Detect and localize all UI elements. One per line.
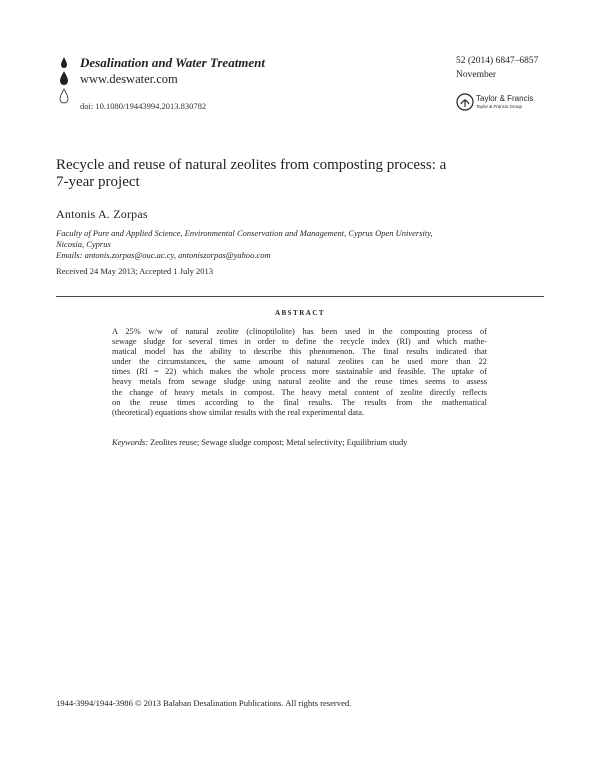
keywords-label: Keywords: bbox=[112, 438, 148, 447]
article-title bbox=[56, 157, 496, 191]
issue-month: November bbox=[456, 70, 497, 80]
keywords-list: Zeolites reuse; Sewage sludge compost; Metal selectivity; Equilibrium study bbox=[150, 438, 408, 447]
publisher-logo bbox=[456, 93, 566, 113]
affiliation-line: Nicosia, Cyprus bbox=[56, 239, 111, 249]
journal-url-link[interactable]: www.deswater.com bbox=[80, 72, 178, 86]
abstract-heading: ABSTRACT bbox=[274, 309, 326, 317]
author-emails: Emails: antonis.zorpas@ouc.ac.cy, antoniszorpas@yahoo.com bbox=[56, 250, 271, 260]
abstract-line: under the circumstances, the same amount of natural zeolites can be used more than 22 bbox=[112, 357, 487, 367]
abstract-line: (theoretical) equations show similar results with the real experimental data. bbox=[112, 407, 365, 417]
abstract-line: sewage sludge for several times in order to define the recycle index (RI) and which mathe- bbox=[112, 337, 487, 347]
journal-title: Desalination and Water Treatment bbox=[80, 55, 266, 70]
publisher-name: Taylor & Francis bbox=[476, 94, 534, 103]
article-title-line: 7-year project bbox=[56, 174, 140, 190]
abstract-line: on the reuse times according to the final results. The results from the mathematical bbox=[112, 397, 487, 407]
water-drops-icon bbox=[57, 56, 71, 106]
copyright-notice: 1944-3994/1944-3986 © 2013 Balaban Desalination Publications. All rights reserved. bbox=[56, 698, 352, 708]
affiliation-line: Faculty of Pure and Applied Science, Environmental Conservation and Management, Cyprus Open University, bbox=[56, 228, 433, 238]
divider bbox=[56, 296, 544, 297]
abstract-line: times (RI = 22) which makes the whole process more sustainable and feasible. The uptake of bbox=[112, 367, 487, 377]
abstract-line: the change of heavy metals in compost. The heavy metal content of zeolite directly reflects bbox=[112, 387, 487, 397]
received-dates: Received 24 May 2013; Accepted 1 July 2013 bbox=[56, 266, 213, 276]
keywords bbox=[112, 438, 407, 447]
volume-pages: 52 (2014) 6847–6857 bbox=[456, 56, 539, 66]
abstract-line: matical model has the ability to describe this phenomenon. The final results indicated that bbox=[112, 347, 487, 357]
doi-link[interactable]: doi: 10.1080/19443994.2013.830782 bbox=[80, 101, 207, 111]
author-name: Antonis A. Zorpas bbox=[56, 207, 148, 221]
abstract-line: heavy metals from sewage sludge using natural zeolite and the reuse times seems to assess bbox=[112, 377, 487, 387]
publisher-group: Taylor & Francis Group bbox=[476, 104, 523, 109]
article-title-line: Recycle and reuse of natural zeolites from composting process: a bbox=[56, 157, 447, 173]
abstract-body bbox=[112, 327, 487, 418]
abstract-line: A 25% w/w of natural zeolite (clinoptilolite) has been used in the composting process of bbox=[112, 327, 487, 336]
taylor-francis-logo-icon bbox=[456, 93, 474, 111]
